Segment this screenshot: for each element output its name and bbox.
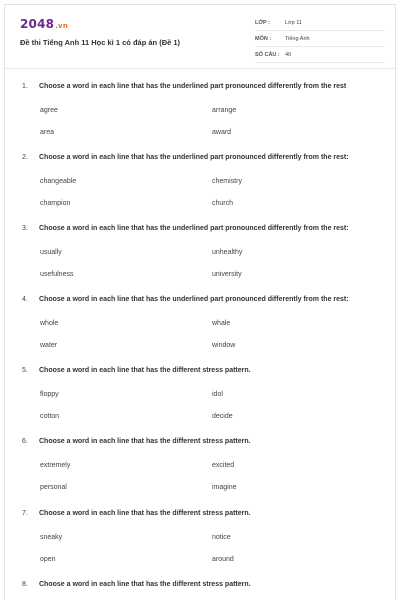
option-a[interactable]: agree bbox=[40, 107, 58, 114]
option-b[interactable]: excited bbox=[212, 462, 235, 469]
question-number: 2. bbox=[22, 154, 28, 161]
logo-suffix: .vn bbox=[55, 22, 69, 30]
question-2 bbox=[5, 154, 395, 207]
option-d[interactable]: window bbox=[212, 342, 236, 349]
option-d[interactable]: imagine bbox=[212, 484, 237, 491]
question-text: Choose a word in each line that has the different stress pattern. bbox=[39, 510, 251, 517]
meta-value: Lớp 11 bbox=[285, 20, 302, 26]
option-a[interactable]: usually bbox=[40, 249, 62, 256]
site-logo[interactable] bbox=[20, 17, 68, 31]
meta-key: MÔN : bbox=[255, 36, 272, 42]
option-d[interactable]: church bbox=[212, 200, 234, 207]
question-text: Choose a word in each line that has the underlined part pronounced differently from the rest: bbox=[39, 296, 349, 303]
question-header bbox=[5, 510, 395, 522]
question-header bbox=[5, 83, 395, 95]
option-a[interactable]: changeable bbox=[40, 178, 77, 185]
question-3 bbox=[5, 225, 395, 278]
option-a[interactable]: extremely bbox=[40, 462, 71, 469]
option-c[interactable]: water bbox=[40, 342, 58, 349]
option-b[interactable]: notice bbox=[212, 534, 231, 541]
meta-row-grade bbox=[255, 17, 385, 31]
question-text: Choose a word in each line that has the different stress pattern. bbox=[39, 581, 251, 588]
question-header bbox=[5, 225, 395, 237]
question-6 bbox=[5, 438, 395, 491]
option-b[interactable]: arrange bbox=[212, 107, 237, 114]
question-number: 4. bbox=[22, 296, 28, 303]
question-1 bbox=[5, 83, 395, 136]
question-5 bbox=[5, 367, 395, 420]
option-d[interactable]: around bbox=[212, 556, 234, 563]
question-header bbox=[5, 296, 395, 308]
exam-sheet bbox=[4, 4, 396, 600]
meta-row-subject bbox=[255, 33, 385, 47]
option-c[interactable]: open bbox=[40, 556, 56, 563]
option-d[interactable]: decide bbox=[212, 413, 233, 420]
option-c[interactable]: area bbox=[40, 129, 55, 136]
question-number: 5. bbox=[22, 367, 28, 374]
option-a[interactable]: floppy bbox=[40, 391, 59, 398]
option-c[interactable]: champion bbox=[40, 200, 71, 207]
option-b[interactable]: chemistry bbox=[212, 178, 242, 185]
exam-meta bbox=[255, 17, 385, 65]
question-header bbox=[5, 581, 395, 593]
option-b[interactable]: unhealthy bbox=[212, 249, 243, 256]
question-number: 7. bbox=[22, 510, 28, 517]
question-number: 6. bbox=[22, 438, 28, 445]
option-b[interactable]: idol bbox=[212, 391, 223, 398]
option-c[interactable]: usefulness bbox=[40, 271, 74, 278]
meta-value: 40 bbox=[285, 52, 292, 58]
question-header bbox=[5, 438, 395, 450]
question-header bbox=[5, 154, 395, 166]
question-text: Choose a word in each line that has the underlined part pronounced differently from the rest: bbox=[39, 154, 349, 161]
meta-key: SỐ CÂU : bbox=[255, 52, 280, 58]
question-number: 1. bbox=[22, 83, 28, 90]
option-c[interactable]: cotton bbox=[40, 413, 60, 420]
question-text: Choose a word in each line that has the different stress pattern. bbox=[39, 438, 251, 445]
meta-value: Tiếng Anh bbox=[285, 36, 310, 42]
question-8 bbox=[5, 581, 395, 593]
question-number: 3. bbox=[22, 225, 28, 232]
question-7 bbox=[5, 510, 395, 563]
exam-title: Đề thi Tiếng Anh 11 Học kì 1 có đáp án (Đề 1) bbox=[20, 38, 181, 47]
option-a[interactable]: whole bbox=[40, 320, 59, 327]
logo-text: 2048 bbox=[20, 17, 55, 31]
question-header bbox=[5, 367, 395, 379]
question-text: Choose a word in each line that has the different stress pattern. bbox=[39, 367, 251, 374]
option-d[interactable]: university bbox=[212, 271, 242, 278]
question-text: Choose a word in each line that has the underlined part pronounced differently from the rest: bbox=[39, 225, 349, 232]
question-4 bbox=[5, 296, 395, 349]
option-d[interactable]: award bbox=[212, 129, 232, 136]
exam-header bbox=[5, 5, 395, 69]
option-a[interactable]: sneaky bbox=[40, 534, 63, 541]
option-b[interactable]: whale bbox=[212, 320, 231, 327]
question-number: 8. bbox=[22, 581, 28, 588]
question-text: Choose a word in each line that has the underlined part pronounced differently from the rest bbox=[39, 83, 347, 90]
option-c[interactable]: personal bbox=[40, 484, 67, 491]
meta-key: LỚP : bbox=[255, 20, 270, 26]
meta-row-count bbox=[255, 49, 385, 63]
